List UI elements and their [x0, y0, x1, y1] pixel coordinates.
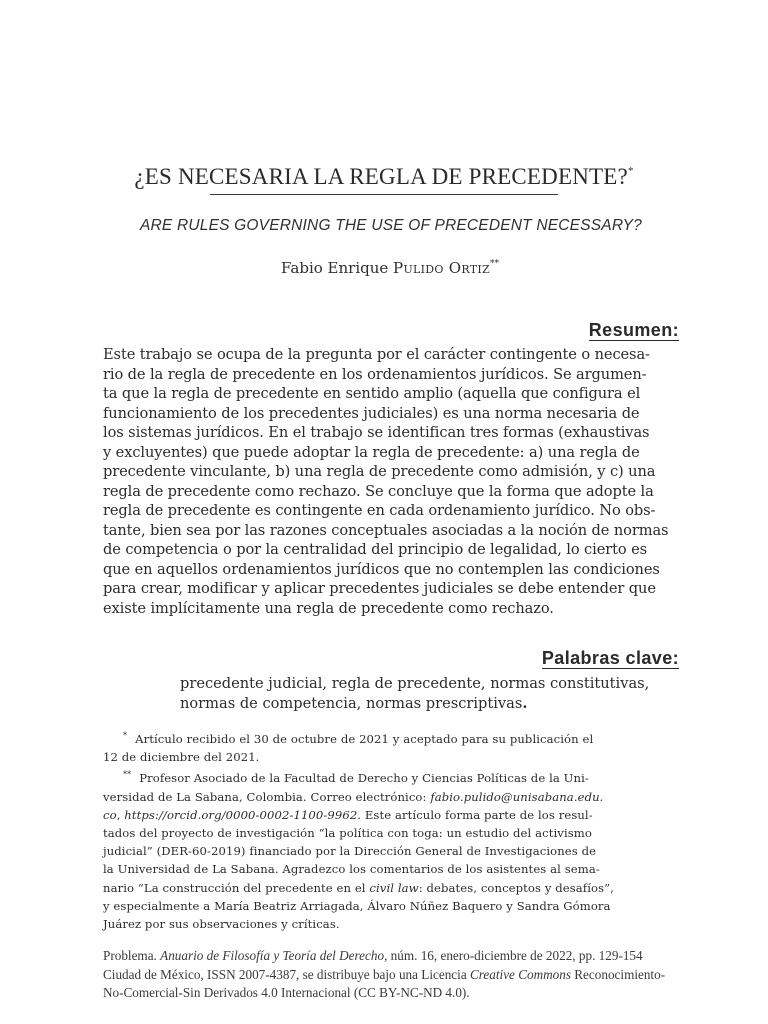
- keywords-line: [180, 694, 680, 714]
- keywords-line-text: normas de competencia, normas prescriptivas: [180, 694, 523, 712]
- orcid-link[interactable]: https://orcid.org/0000-0002-1100-9962: [124, 807, 358, 822]
- abstract-line: rio de la regla de precedente en los ordenamientos jurídicos. Se argumen-: [103, 365, 647, 383]
- footnote-2: [103, 766, 680, 933]
- footnote-text: . Este artículo forma parte de los resul-: [357, 807, 593, 822]
- abstract-line: funcionamiento de los precedentes judiciales) es una norma necesaria de: [103, 404, 640, 422]
- abstract-heading: Resumen:: [588, 320, 679, 340]
- abstract-line: tante, bien sea por las razones conceptuales asociadas a la noción de normas: [103, 521, 669, 539]
- title-footnote-mark: *: [627, 165, 634, 177]
- footnote-mark: **: [123, 770, 132, 780]
- abstract-line: ta que la regla de precedente en sentido amplio (aquella que configura el: [103, 385, 641, 402]
- author-footnote-mark: **: [489, 259, 499, 269]
- journal-license-text: No-Comercial-Sin Derivados 4.0 Internacional (CC BY-NC-ND 4.0).: [103, 985, 470, 1001]
- abstract-line: precedente vinculante, b) una regla de precedente como admisión, y c) una: [103, 463, 656, 480]
- article-title-text: ¿ES NECESARIA LA REGLA DE PRECEDENTE?: [134, 164, 628, 189]
- journal-label: Problema: [103, 948, 154, 963]
- abstract-line: para crear, modificar y aplicar precedentes judiciales se debe entender que: [103, 580, 656, 597]
- abstract-line: regla de precedente es contingente en cada ordenamiento jurídico. No obs-: [103, 502, 656, 519]
- footnote-text: la Universidad de La Sabana. Agradezco los comentarios de los asistentes al sema-: [103, 862, 600, 877]
- abstract-line: regla de precedente como rechazo. Se concluye que la forma que adopte la: [103, 482, 654, 500]
- footnote-text: tados del proyecto de investigación “la política con toga: un estudio del activismo: [103, 826, 592, 841]
- footnote-italic-term: civil law: [369, 880, 419, 895]
- keywords-period: .: [522, 694, 528, 712]
- abstract-line: que en aquellos ordenamientos jurídicos que no contemplen las condiciones: [103, 560, 660, 578]
- keywords-line: precedente judicial, regla de precedente, normas constitutivas,: [180, 675, 650, 692]
- author-given-name: Fabio Enrique: [281, 259, 389, 277]
- journal-license-text: Ciudad de México, ISSN 2007-4387, se distribuye bajo una Licencia: [103, 966, 470, 982]
- abstract-line: de competencia o por la centralidad del principio de legalidad, lo cierto es: [103, 541, 648, 558]
- footnotes: [103, 727, 680, 933]
- abstract-line: los sistemas jurídicos. En el trabajo se identifican tres formas (exhaustivas: [103, 424, 650, 441]
- footnote-text: judicial” (DER-60-2019) financiado por la Dirección General de Investigaciones de: [103, 844, 597, 859]
- footnote-text: versidad de La Sabana, Colombia. Correo electrónico:: [103, 789, 431, 804]
- footnote-text: y especialmente a María Beatriz Arriagada, Álvaro Núñez Baquero y Sandra Gómora: [103, 898, 611, 913]
- abstract-line: y excluyentes) que puede adoptar la regla de precedente: a) una regla de: [103, 443, 640, 461]
- footnote-text: 12 de diciembre del 2021.: [103, 750, 260, 765]
- journal-license-text: Reconocimiento-: [570, 966, 666, 982]
- keywords-body: [180, 674, 680, 713]
- author-line: [0, 259, 768, 277]
- license-name: Creative Commons: [469, 966, 571, 982]
- abstract-body: [103, 345, 679, 618]
- footnote-text: Juárez por sus observaciones y críticas.: [103, 917, 340, 932]
- keywords-heading: Palabras clave:: [541, 648, 679, 668]
- footnote-text: ,: [116, 807, 125, 822]
- author-email-link[interactable]: co: [103, 807, 117, 822]
- footnote-mark: *: [123, 731, 128, 740]
- abstract-line: Este trabajo se ocupa de la pregunta por el carácter contingente o necesa-: [103, 346, 650, 363]
- journal-separator: .: [153, 948, 161, 963]
- footnote-text: : debates, conceptos y desafíos”,: [418, 880, 614, 895]
- title-underline: [210, 194, 558, 195]
- footnote-1: [103, 727, 680, 766]
- journal-name: Anuario de Filosofía y Teoría del Derecho: [160, 948, 385, 963]
- journal-citation: [103, 947, 713, 1003]
- abstract-line: existe implícitamente una regla de precedente como rechazo.: [103, 599, 554, 617]
- english-title: ARE RULES GOVERNING THE USE OF PRECEDENT NECESSARY?: [140, 217, 642, 234]
- article-title: [0, 164, 768, 190]
- footnote-text: Profesor Asociado de la Facultad de Derecho y Ciencias Políticas de la Uni-: [139, 771, 589, 786]
- footnote-text: nario “La construcción del precedente en el: [103, 880, 370, 895]
- author-surname: Pulido Ortiz: [393, 259, 490, 277]
- author-email-link[interactable]: fabio.pulido@unisabana.edu.: [430, 789, 604, 804]
- footnote-text: Artículo recibido el 30 de octubre de 2021 y aceptado para su publicación el: [135, 732, 594, 746]
- journal-issue-info: , núm. 16, enero-diciembre de 2022, pp. 129-154: [384, 948, 643, 963]
